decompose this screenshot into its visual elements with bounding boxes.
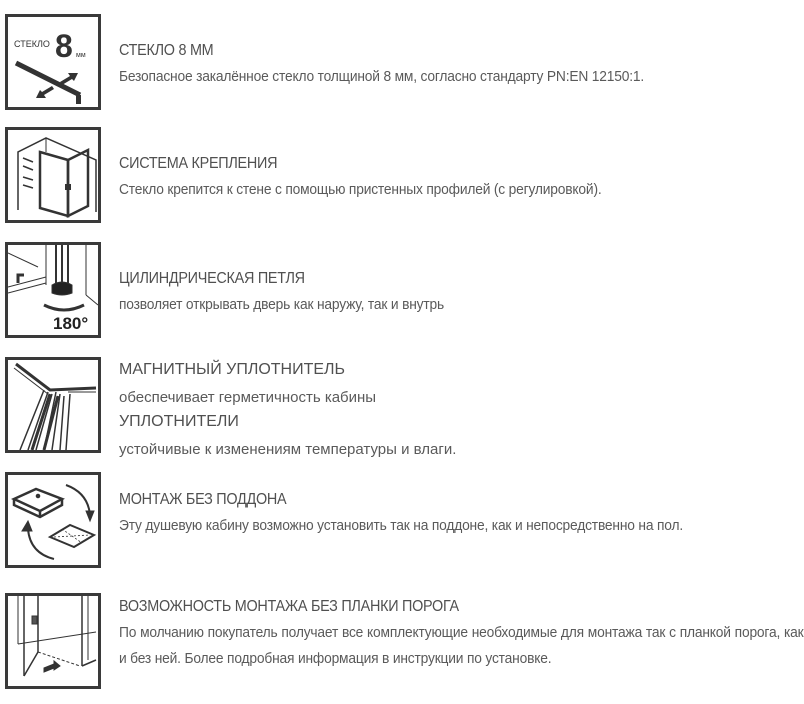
svg-text:СТЕКЛО: СТЕКЛО xyxy=(14,39,50,49)
feature-title: МОНТАЖ БЕЗ ПОДДОНА xyxy=(119,491,287,508)
feature-description: Безопасное закалённое стекло толщиной 8 мм, согласно стандарту PN:EN 12150:1. xyxy=(119,68,645,85)
feature-title: СТЕКЛО 8 ММ xyxy=(119,42,214,59)
wall-mount-system-icon xyxy=(5,127,101,223)
install-without-tray-icon xyxy=(5,472,101,568)
feature-title: ЦИЛИНДРИЧЕСКАЯ ПЕТЛЯ xyxy=(119,270,305,287)
feature-description: обеспечивает герметичность кабины xyxy=(119,389,377,406)
feature-title: СИСТЕМА КРЕПЛЕНИЯ xyxy=(119,155,278,172)
svg-text:180°: 180° xyxy=(53,314,89,333)
feature-title: ВОЗМОЖНОСТЬ МОНТАЖА БЕЗ ПЛАНКИ ПОРОГА xyxy=(119,598,459,615)
feature-description: По молчанию покупатель получает все комплектующие необходимые для монтажа так с планкой порога, как и без ней. Более подробная информация в инструкции по установке. xyxy=(119,624,804,667)
magnetic-seal-icon xyxy=(5,357,101,453)
svg-text:мм: мм xyxy=(76,52,86,59)
feature-description: Стекло крепится к стене с помощью пристенных профилей (с регулировкой). xyxy=(119,181,602,198)
cylindrical-hinge-180-icon xyxy=(5,242,101,338)
no-threshold-strip-icon xyxy=(5,593,101,689)
feature-description: позволяет открывать дверь как наружу, так и внутрь xyxy=(119,296,445,313)
svg-text:8: 8 xyxy=(55,28,73,64)
feature-description-secondary: устойчивые к изменениям температуры и влаги. xyxy=(119,441,457,458)
feature-title-secondary: УПЛОТНИТЕЛИ xyxy=(119,413,239,430)
glass-8mm-icon xyxy=(5,14,101,110)
feature-description: Эту душевую кабину возможно установить так на поддоне, как и непосредственно на пол. xyxy=(119,517,684,534)
feature-title: МАГНИТНЫЙ УПЛОТНИТЕЛЬ xyxy=(119,361,346,378)
